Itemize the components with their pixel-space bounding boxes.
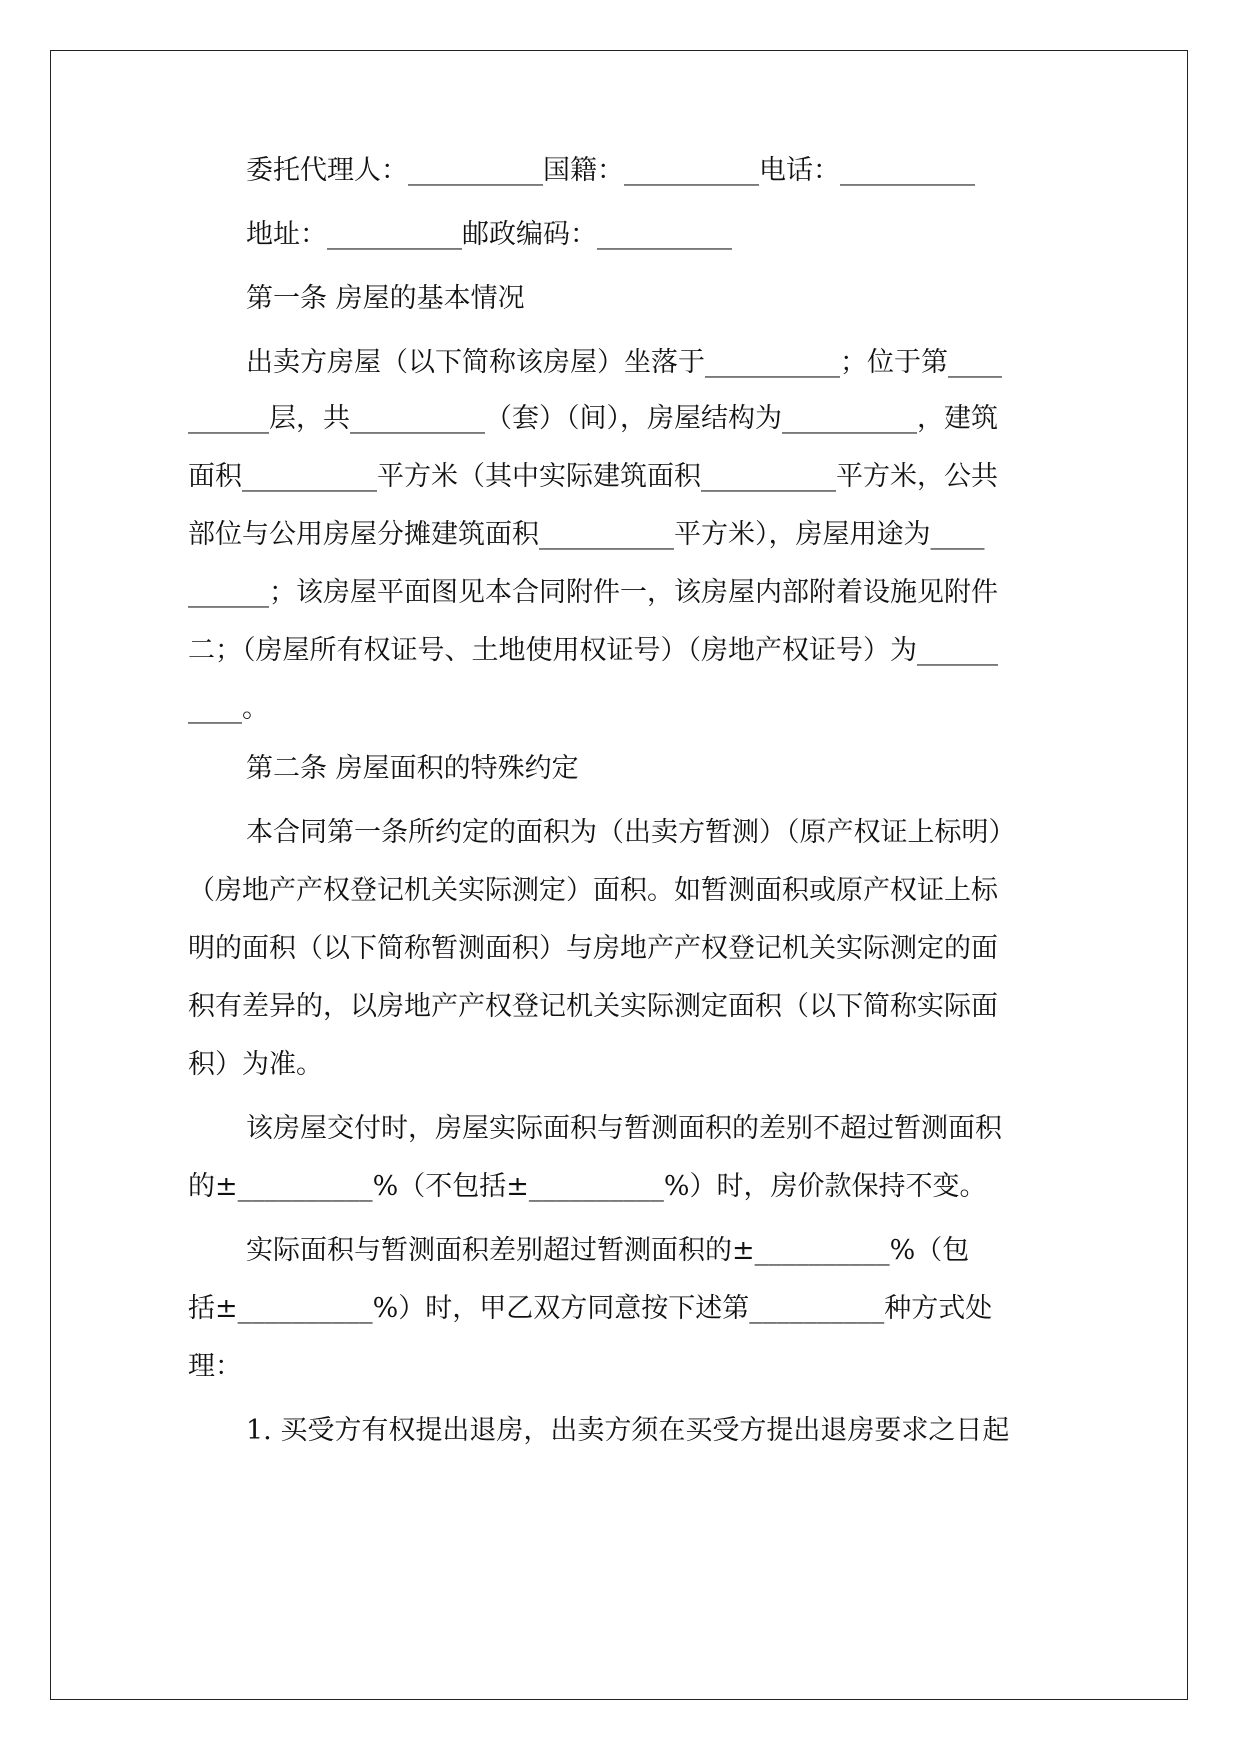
article-2-heading: 第二条 房屋面积的特殊约定 (246, 753, 579, 784)
article-2-text: 本合同第一条所约定的面积为（出卖方暂测）（原产权证上标明） (246, 817, 1016, 848)
article-2-text: 的±__________%（不包括±__________%）时，房价款保持不变。 (188, 1171, 987, 1202)
article-1-text: ______层，共__________（套）（间），房屋结构为__________，建筑 (188, 403, 998, 434)
article-1-text: ____。 (188, 693, 269, 724)
article-1-heading: 第一条 房屋的基本情况 (246, 283, 525, 314)
agent-line: 委托代理人：__________国籍：__________电话：__________ (246, 155, 975, 186)
article-2-text: （房地产产权登记机关实际测定）面积。如暂测面积或原产权证上标 (188, 875, 998, 906)
article-2-text: 积有差异的，以房地产产权登记机关实际测定面积（以下简称实际面 (188, 991, 998, 1022)
clause-1-text: 1. 买受方有权提出退房，出卖方须在买受方提出退房要求之日起 (246, 1415, 1010, 1446)
article-2-text: 明的面积（以下简称暂测面积）与房地产产权登记机关实际测定的面 (188, 933, 998, 964)
article-1-text: ______；该房屋平面图见本合同附件一，该房屋内部附着设施见附件 (188, 577, 998, 608)
article-2-text: 理： (188, 1351, 242, 1382)
article-2-text: 积）为准。 (188, 1049, 323, 1080)
article-1-text: 面积__________平方米（其中实际建筑面积__________平方米，公共 (188, 461, 998, 492)
article-2-text: 该房屋交付时，房屋实际面积与暂测面积的差别不超过暂测面积 (246, 1113, 1002, 1144)
article-1-text: 部位与公用房屋分摊建筑面积__________平方米），房屋用途为____ (188, 519, 985, 550)
article-1-text: 出卖方房屋（以下简称该房屋）坐落于__________；位于第____ (246, 347, 1002, 378)
article-2-text: 实际面积与暂测面积差别超过暂测面积的±__________%（包 (246, 1235, 970, 1266)
address-line: 地址：__________邮政编码：__________ (246, 219, 732, 250)
article-2-text: 括±__________%）时，甲乙双方同意按下述第__________种方式处 (188, 1293, 993, 1324)
article-1-text: 二；（房屋所有权证号、土地使用权证号）（房地产权证号）为______ (188, 635, 998, 666)
